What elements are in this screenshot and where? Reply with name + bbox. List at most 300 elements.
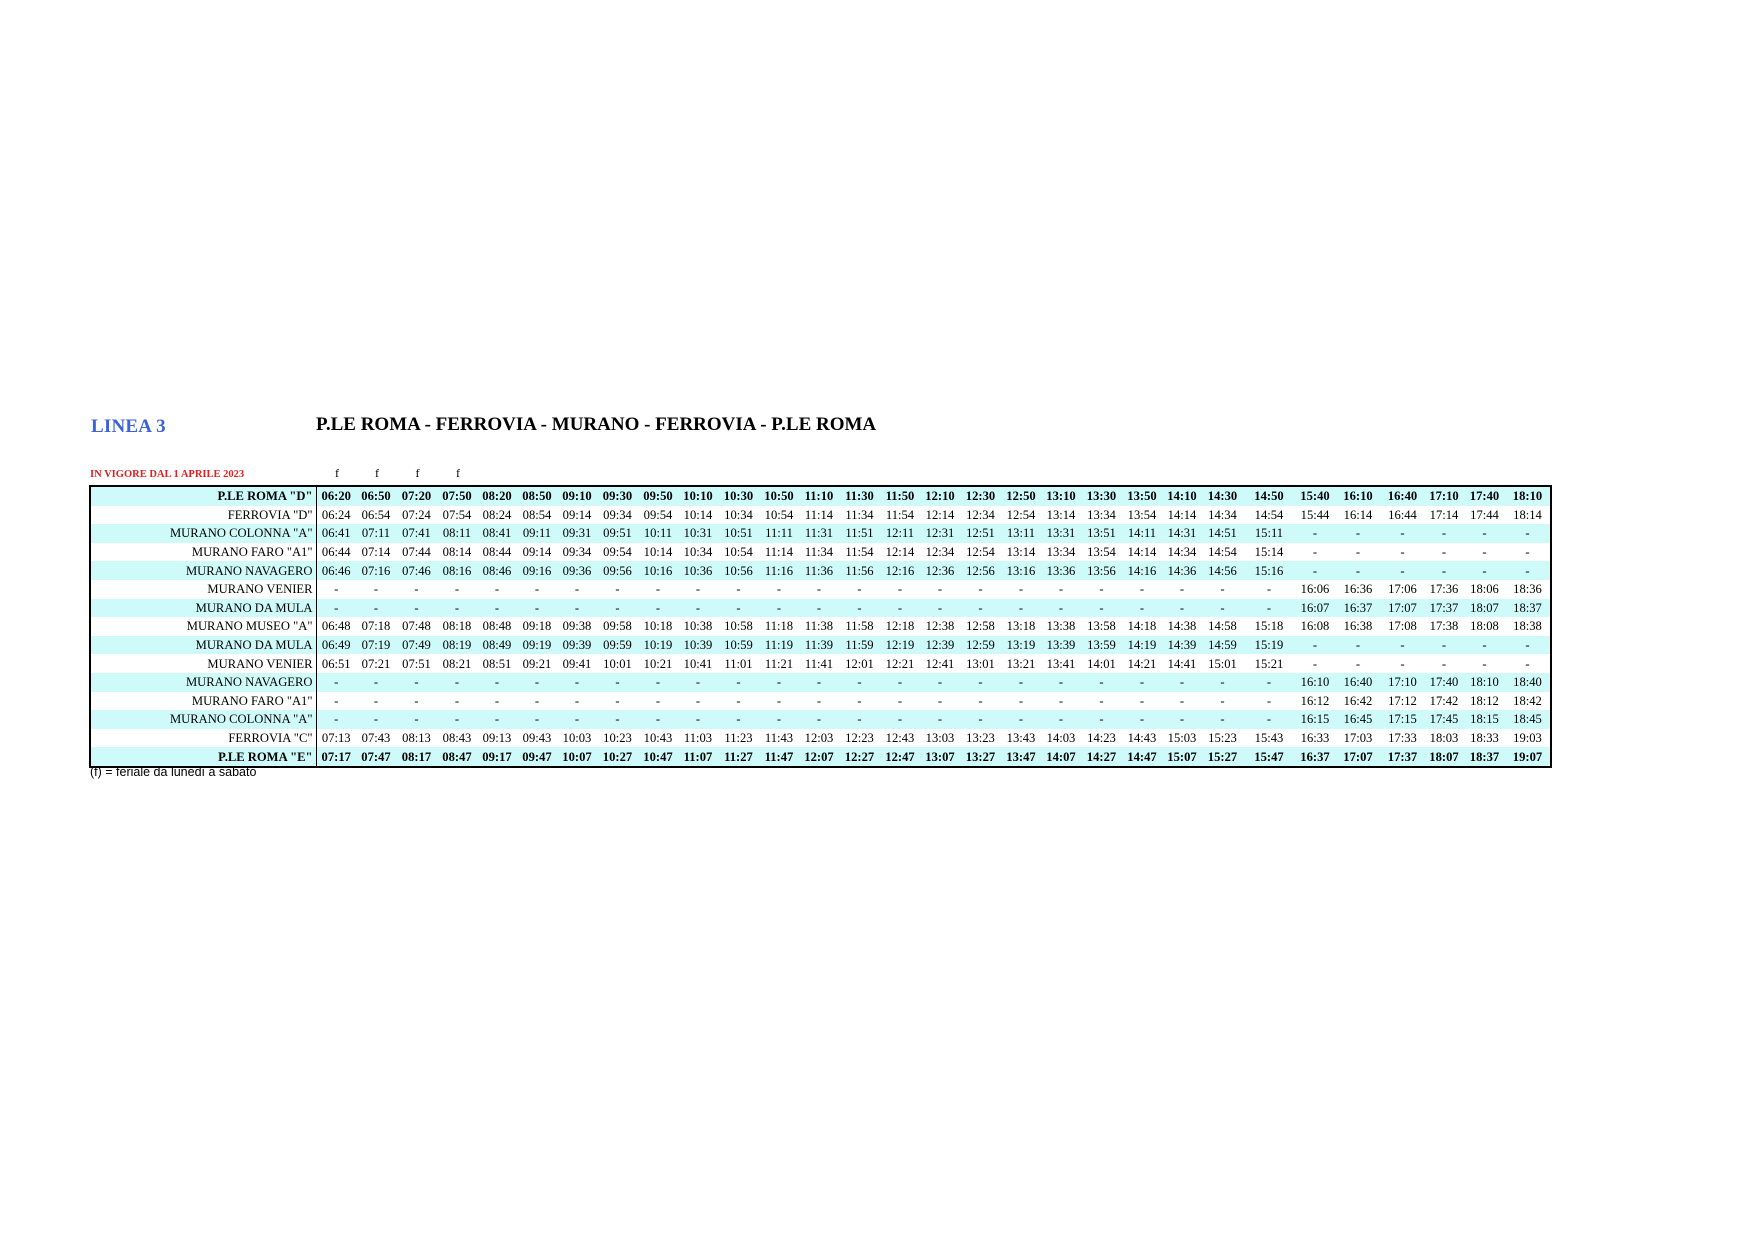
departure-time: 11:39 [799, 636, 839, 655]
departure-time: 10:38 [683, 619, 713, 634]
departure-time: - [574, 582, 580, 597]
departure-time: 17:06 [1388, 582, 1417, 597]
table-row [90, 506, 1551, 525]
departure-time: 11:03 [683, 731, 713, 746]
departure-time: - [920, 673, 960, 692]
stop-name: MURANO DA MULA [90, 599, 316, 618]
stop-name: MURANO COLONNA "A" [90, 524, 316, 543]
departure-time: 14:07 [1041, 747, 1081, 767]
departure-time: - [615, 693, 620, 708]
departure-time: 09:43 [522, 731, 552, 746]
departure-time: 18:14 [1513, 507, 1542, 522]
departure-time: - [316, 710, 356, 729]
departure-time: 14:01 [1087, 656, 1116, 671]
departure-time: 13:31 [1041, 524, 1081, 543]
departure-time: - [960, 710, 1001, 729]
departure-time: - [1295, 561, 1335, 580]
departure-time: - [1295, 524, 1335, 543]
departure-time: - [695, 693, 701, 708]
departure-time: - [1081, 673, 1122, 692]
departure-time: - [454, 693, 460, 708]
departure-time: 13:21 [1006, 656, 1036, 671]
departure-time: - [1525, 545, 1530, 560]
departure-time: 12:41 [925, 656, 955, 671]
departure-time: - [776, 582, 782, 597]
departure-time: 07:49 [396, 636, 437, 655]
departure-time: 10:01 [603, 656, 632, 671]
departure-time: - [1312, 545, 1318, 560]
departure-time: 16:44 [1388, 507, 1417, 522]
departure-time: 12:23 [845, 731, 874, 746]
departure-time: 10:30 [718, 486, 759, 506]
departure-time: 16:40 [1381, 486, 1424, 506]
departure-time: 14:21 [1127, 656, 1157, 671]
departure-time: 17:33 [1388, 731, 1417, 746]
departure-time: 13:11 [1001, 524, 1041, 543]
departure-time: 08:16 [437, 561, 477, 580]
departure-time: 10:31 [678, 524, 718, 543]
departure-time: 07:17 [316, 747, 356, 767]
departure-time: - [718, 710, 759, 729]
departure-time: 13:56 [1081, 561, 1122, 580]
departure-time: 14:41 [1167, 656, 1197, 671]
departure-time: - [534, 582, 540, 597]
departure-time: 06:54 [361, 507, 391, 522]
departure-time: - [1041, 673, 1081, 692]
departure-time: - [414, 582, 419, 597]
departure-time: 14:51 [1202, 524, 1243, 543]
departure-time: 12:14 [885, 545, 915, 560]
table-row [90, 486, 1551, 506]
departure-time: 13:07 [920, 747, 960, 767]
table-row [90, 580, 1551, 599]
departure-time: - [655, 693, 661, 708]
departure-time: 18:12 [1470, 693, 1499, 708]
departure-time: - [960, 673, 1001, 692]
departure-time: - [718, 599, 759, 618]
departure-time: 10:18 [643, 619, 673, 634]
table-row [90, 729, 1551, 748]
departure-time: 16:42 [1343, 693, 1373, 708]
departure-time: - [494, 693, 500, 708]
departure-time: 13:10 [1041, 486, 1081, 506]
departure-time: 11:30 [839, 486, 880, 506]
departure-time: 12:54 [966, 545, 995, 560]
departure-time: 07:44 [402, 545, 431, 560]
departure-time: - [1482, 656, 1487, 671]
departure-time: 08:14 [442, 545, 472, 560]
departure-time: 15:14 [1254, 545, 1284, 560]
departure-time: 17:40 [1464, 486, 1505, 506]
departure-time: - [557, 599, 597, 618]
stop-name: FERROVIA "D" [90, 506, 316, 525]
departure-time: - [316, 599, 356, 618]
departure-time: 12:34 [966, 507, 995, 522]
departure-time: 12:31 [920, 524, 960, 543]
departure-time: - [615, 582, 620, 597]
departure-time: 08:20 [477, 486, 517, 506]
departure-time: - [414, 693, 419, 708]
departure-time: - [597, 710, 638, 729]
departure-time: - [1162, 673, 1202, 692]
departure-time: - [1525, 656, 1530, 671]
departure-time: - [1505, 524, 1551, 543]
table-row [90, 543, 1551, 562]
departure-time: 09:36 [557, 561, 597, 580]
departure-time: - [736, 582, 741, 597]
departure-time: 12:16 [880, 561, 920, 580]
departure-time: 12:36 [920, 561, 960, 580]
departure-time: 10:59 [718, 636, 759, 655]
departure-time: 10:10 [678, 486, 718, 506]
departure-time: 10:51 [718, 524, 759, 543]
departure-time: 13:59 [1081, 636, 1122, 655]
departure-time: - [1202, 673, 1243, 692]
departure-time: 09:38 [562, 619, 592, 634]
departure-time: 16:38 [1343, 619, 1373, 634]
departure-time: 13:23 [966, 731, 995, 746]
departure-time: 11:56 [839, 561, 880, 580]
departure-time: 16:07 [1295, 599, 1335, 618]
departure-time: 14:43 [1127, 731, 1157, 746]
departure-time: - [396, 710, 437, 729]
departure-time: 17:10 [1424, 486, 1464, 506]
departure-time: 16:40 [1335, 673, 1381, 692]
departure-time: - [695, 582, 701, 597]
departure-time: - [1081, 599, 1122, 618]
departure-time: - [1220, 693, 1225, 708]
departure-time: 16:06 [1300, 582, 1330, 597]
departure-time: - [1058, 582, 1064, 597]
departure-time: 06:50 [356, 486, 396, 506]
departure-time: - [1122, 710, 1162, 729]
departure-time: - [880, 599, 920, 618]
departure-time: 11:34 [845, 507, 874, 522]
departure-time: - [494, 582, 500, 597]
departure-time: - [759, 673, 799, 692]
departure-time: 13:14 [1006, 545, 1036, 560]
departure-time: 12:47 [880, 747, 920, 767]
departure-time: - [437, 599, 477, 618]
departure-time: - [517, 710, 557, 729]
table-row [90, 617, 1551, 636]
departure-time: 19:07 [1505, 747, 1551, 767]
departure-time: 18:38 [1513, 619, 1542, 634]
departure-time: 16:10 [1335, 486, 1381, 506]
departure-time: - [920, 710, 960, 729]
departure-time: - [1266, 693, 1272, 708]
departure-time: - [638, 710, 678, 729]
departure-time: - [1122, 673, 1162, 692]
departure-time: 07:16 [356, 561, 396, 580]
stop-name: MURANO NAVAGERO [90, 673, 316, 692]
departure-time: - [1505, 561, 1551, 580]
departure-time: 13:18 [1006, 619, 1036, 634]
departure-time: 09:30 [597, 486, 638, 506]
departure-time: - [1266, 582, 1272, 597]
departure-time: 08:19 [437, 636, 477, 655]
departure-time: 09:14 [522, 545, 552, 560]
departure-time: - [776, 693, 782, 708]
departure-time: 14:34 [1167, 545, 1197, 560]
departure-time: - [1001, 599, 1041, 618]
departure-time: 09:13 [482, 731, 512, 746]
departure-time: - [1335, 636, 1381, 655]
departure-time: 12:54 [1006, 507, 1036, 522]
departure-time: 06:49 [316, 636, 356, 655]
departure-time: - [1058, 693, 1064, 708]
departure-time: - [1335, 524, 1381, 543]
departure-time: 13:01 [966, 656, 995, 671]
departure-time: 17:38 [1429, 619, 1459, 634]
departure-time: 09:21 [522, 656, 552, 671]
departure-time: - [839, 710, 880, 729]
departure-time: 09:58 [603, 619, 632, 634]
departure-time: - [839, 673, 880, 692]
departure-time: 08:51 [482, 656, 512, 671]
departure-time: 09:51 [597, 524, 638, 543]
departure-time: 17:03 [1343, 731, 1373, 746]
departure-time: - [396, 599, 437, 618]
departure-time: 06:20 [316, 486, 356, 506]
departure-time: 07:46 [396, 561, 437, 580]
line-name: LINEA 3 [91, 416, 166, 437]
departure-time: 17:40 [1424, 673, 1464, 692]
table-row [90, 524, 1551, 543]
departure-time: 09:34 [603, 507, 632, 522]
departure-time: 09:41 [562, 656, 592, 671]
departure-time: - [597, 673, 638, 692]
departure-time: 18:03 [1429, 731, 1459, 746]
departure-time: 06:51 [321, 656, 351, 671]
departure-time: 11:14 [804, 507, 834, 522]
departure-time: 07:20 [396, 486, 437, 506]
departure-time: - [638, 599, 678, 618]
departure-time: - [978, 582, 983, 597]
departure-time: - [356, 710, 396, 729]
departure-time: 17:08 [1388, 619, 1417, 634]
departure-time: 08:47 [437, 747, 477, 767]
departure-time: 09:14 [562, 507, 592, 522]
departure-time: 13:39 [1041, 636, 1081, 655]
departure-time: 12:58 [966, 619, 995, 634]
departure-time: 13:27 [960, 747, 1001, 767]
departure-time: 18:37 [1464, 747, 1505, 767]
departure-time: 11:58 [845, 619, 874, 634]
departure-time: 10:47 [638, 747, 678, 767]
weekday-mark: f [415, 466, 420, 480]
stop-name: FERROVIA "C" [90, 729, 316, 748]
departure-time: 07:41 [396, 524, 437, 543]
departure-time: 11:36 [799, 561, 839, 580]
departure-time: 07:47 [356, 747, 396, 767]
departure-time: 15:16 [1243, 561, 1295, 580]
departure-time: 18:07 [1464, 599, 1505, 618]
departure-time: - [937, 693, 943, 708]
departure-time: 08:43 [442, 731, 472, 746]
departure-time: 12:14 [925, 507, 955, 522]
departure-time: 13:19 [1001, 636, 1041, 655]
stop-name: P.LE ROMA "E" [90, 747, 316, 767]
departure-time: 14:23 [1087, 731, 1116, 746]
departure-time: - [816, 693, 822, 708]
departure-time: - [437, 710, 477, 729]
departure-time: - [1482, 545, 1487, 560]
footnote: (f) = feriale da lunedì a sabato [90, 765, 257, 779]
departure-time: 11:50 [880, 486, 920, 506]
departure-time: 10:34 [683, 545, 713, 560]
departure-time: 13:03 [925, 731, 955, 746]
departure-time: - [1400, 656, 1405, 671]
departure-time: 13:54 [1127, 507, 1157, 522]
timetable [89, 485, 1552, 768]
route-title: P.LE ROMA - FERROVIA - MURANO - FERROVIA - P.LE ROMA [316, 414, 877, 435]
departure-time: 16:12 [1300, 693, 1330, 708]
departure-time: 06:41 [316, 524, 356, 543]
departure-time: 13:54 [1087, 545, 1116, 560]
departure-time: 11:19 [759, 636, 799, 655]
departure-time: 13:36 [1041, 561, 1081, 580]
departure-time: 17:37 [1381, 747, 1424, 767]
departure-time: 18:15 [1464, 710, 1505, 729]
departure-time: - [1001, 673, 1041, 692]
departure-time: 07:21 [361, 656, 391, 671]
departure-time: 16:33 [1300, 731, 1330, 746]
departure-time: 07:50 [437, 486, 477, 506]
departure-time: 12:21 [885, 656, 915, 671]
departure-time: - [1179, 582, 1185, 597]
departure-time: 12:39 [920, 636, 960, 655]
departure-time: 15:40 [1295, 486, 1335, 506]
departure-time: - [1295, 636, 1335, 655]
departure-time: 12:10 [920, 486, 960, 506]
departure-time: 11:47 [759, 747, 799, 767]
departure-time: 16:37 [1295, 747, 1335, 767]
stop-name: MURANO FARO "A1" [90, 692, 316, 711]
departure-time: 17:44 [1470, 507, 1499, 522]
departure-time: - [1162, 599, 1202, 618]
table-row [90, 561, 1551, 580]
departure-time: - [839, 599, 880, 618]
departure-time: - [356, 599, 396, 618]
stop-name: MURANO FARO "A1" [90, 543, 316, 562]
departure-time: 13:51 [1081, 524, 1122, 543]
departure-time: - [477, 599, 517, 618]
departure-time: - [736, 693, 741, 708]
departure-time: 11:23 [724, 731, 753, 746]
departure-time: 10:16 [638, 561, 678, 580]
departure-time: - [1381, 636, 1424, 655]
departure-time: 17:10 [1381, 673, 1424, 692]
departure-time: 14:47 [1122, 747, 1162, 767]
departure-time: 07:54 [442, 507, 472, 522]
departure-time: 11:59 [839, 636, 880, 655]
departure-time: 09:59 [597, 636, 638, 655]
departure-time: 12:43 [885, 731, 915, 746]
departure-time: - [517, 599, 557, 618]
departure-time: 11:31 [799, 524, 839, 543]
departure-time: 10:21 [643, 656, 673, 671]
departure-time: - [1162, 710, 1202, 729]
departure-time: - [1464, 524, 1505, 543]
departure-time: - [1220, 582, 1225, 597]
departure-time: - [334, 582, 339, 597]
departure-time: 12:30 [960, 486, 1001, 506]
departure-time: - [880, 673, 920, 692]
departure-time: - [799, 673, 839, 692]
departure-time: 14:30 [1202, 486, 1243, 506]
departure-time: - [334, 693, 339, 708]
departure-time: 14:54 [1254, 507, 1284, 522]
departure-time: 08:18 [442, 619, 472, 634]
departure-time: 11:01 [724, 656, 753, 671]
departure-time: 18:42 [1513, 693, 1542, 708]
departure-time: 14:59 [1202, 636, 1243, 655]
departure-time: 10:14 [683, 507, 713, 522]
departure-time: 09:56 [597, 561, 638, 580]
departure-time: - [1099, 582, 1104, 597]
table-row [90, 710, 1551, 729]
departure-time: 14:11 [1122, 524, 1162, 543]
departure-time: 12:01 [845, 656, 874, 671]
departure-time: - [1001, 710, 1041, 729]
departure-time: 17:12 [1388, 693, 1417, 708]
departure-time: 18:07 [1424, 747, 1464, 767]
departure-time: 09:17 [477, 747, 517, 767]
departure-time: 13:58 [1087, 619, 1116, 634]
departure-time: - [1018, 582, 1024, 597]
departure-time: - [897, 582, 903, 597]
departure-time: 09:47 [517, 747, 557, 767]
departure-time: 13:34 [1087, 507, 1116, 522]
departure-time: - [454, 582, 460, 597]
departure-time: - [1381, 561, 1424, 580]
departure-time: - [517, 673, 557, 692]
departure-time: 14:27 [1081, 747, 1122, 767]
departure-time: 14:38 [1167, 619, 1197, 634]
departure-time: 19:03 [1513, 731, 1542, 746]
departure-time: - [534, 693, 540, 708]
departure-time: 17:45 [1424, 710, 1464, 729]
departure-time: - [920, 599, 960, 618]
departure-time: - [1041, 710, 1081, 729]
departure-time: 07:43 [361, 731, 391, 746]
departure-time: 15:21 [1254, 656, 1284, 671]
departure-time: 06:24 [321, 507, 351, 522]
stop-name: MURANO DA MULA [90, 636, 316, 655]
weekday-mark: f [456, 466, 460, 480]
departure-time: 17:15 [1381, 710, 1424, 729]
departure-time: 15:23 [1208, 731, 1237, 746]
table-row [90, 599, 1551, 618]
departure-time: 10:54 [724, 545, 753, 560]
departure-time: 09:10 [557, 486, 597, 506]
departure-time: 15:19 [1243, 636, 1295, 655]
departure-time: - [477, 710, 517, 729]
departure-time: 10:56 [718, 561, 759, 580]
departure-time: - [816, 582, 822, 597]
departure-time: - [655, 582, 661, 597]
departure-time: 17:37 [1424, 599, 1464, 618]
departure-time: - [1099, 693, 1104, 708]
departure-time: 12:34 [925, 545, 955, 560]
departure-time: 18:40 [1505, 673, 1551, 692]
departure-time: 11:16 [759, 561, 799, 580]
departure-time: 08:13 [402, 731, 431, 746]
departure-time: 12:56 [960, 561, 1001, 580]
departure-time: - [897, 693, 903, 708]
departure-time: - [1441, 656, 1447, 671]
